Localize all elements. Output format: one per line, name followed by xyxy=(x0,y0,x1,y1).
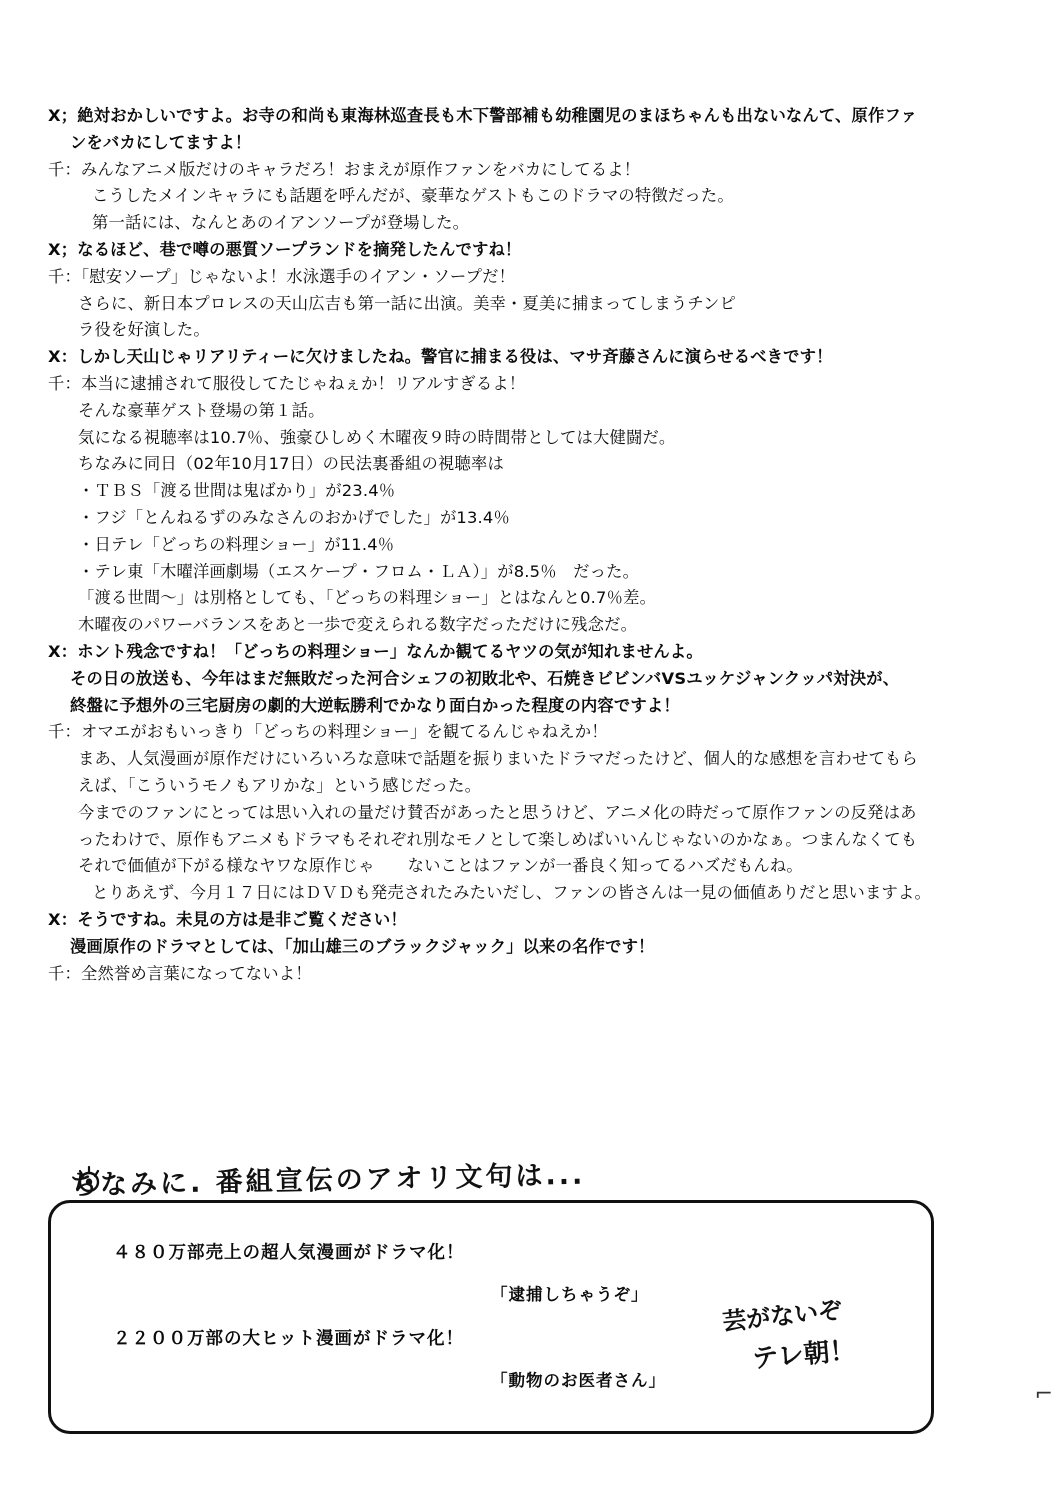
dialogue-line: えば、「こういうモノもアリかな」という感じだった。 xyxy=(78,775,482,795)
dialogue-line: ・フジ「とんねるずのみなさんのおかげでした」が13.4％ xyxy=(78,507,510,527)
dialogue-line: こうしたメインキャラにも話題を呼んだが、豪華なゲストもこのドラマの特徴だった。 xyxy=(92,186,734,206)
dialogue-line: 千：オマエがおもいっきり「どっちの料理ショー」を観てるんじゃねえか！ xyxy=(48,722,608,742)
dialogue-line: 「渡る世間〜」は別格としても、「どっちの料理ショー」とはなんと0.7％差。 xyxy=(78,588,657,608)
dialogue-line: X：そうですね。未見の方は是非ご覧ください！ xyxy=(48,909,407,929)
dialogue-line: 第一話には、なんとあのイアンソープが登場した。 xyxy=(92,213,470,233)
dialogue-line: ラ役を好演した。 xyxy=(78,320,210,340)
dialogue-line: そんな豪華ゲスト登場の第１話。 xyxy=(78,400,325,420)
promo-line-main-1: ４８０万部売上の超人気漫画がドラマ化！ xyxy=(113,1243,465,1263)
dialogue-line: X：ホント残念ですね！「どっちの料理ショー」なんか観てるヤツの気が知れませんよ。 xyxy=(48,641,703,661)
dialogue-line: ちなみに同日（02年10月17日）の民法裏番組の視聴率は xyxy=(78,454,504,474)
dialogue-line: X：しかし天山じゃリアリティーに欠けましたね。警官に捕まる役は、マサ斉藤さんに演らせるべきです！ xyxy=(48,347,833,367)
dialogue-line: まあ、人気漫画が原作だけにいろいろな意味で話題を振りまいたドラマだったけど、個人的な感想を言わせてもら xyxy=(78,749,918,769)
handwritten-caption: ちなみに. 番組宣伝のアオリ文句は... xyxy=(69,1159,586,1202)
dialogue-line: 木曜夜のパワーバランスをあと一歩で変えられる数字だっただけに残念だ。 xyxy=(78,615,638,635)
dialogue-line: ったわけで、原作もアニメもドラマもそれぞれ別なモノとして楽しめばいいんじゃないのかなぁ。つまんなくても xyxy=(78,829,918,849)
dialogue-line: 千：みんなアニメ版だけのキャラだろ！おまえが原作ファンをバカにしてるよ！ xyxy=(48,159,641,179)
promo-line-sub-1: 「逮捕しちゃうぞ」 xyxy=(491,1285,649,1304)
dialogue-line: 気になる視聴率は10.7％、強豪ひしめく木曜夜９時の時間帯としては大健闘だ。 xyxy=(78,427,676,447)
dialogue-line: 千：全然誉め言葉になってないよ！ xyxy=(48,963,312,983)
promo-line-sub-2: 「動物のお医者さん」 xyxy=(491,1371,666,1390)
dialogue-line: X；なるほど、巷で噂の悪質ソープランドを摘発したんですね！ xyxy=(48,239,522,259)
dialogue-line: ・ＴＢＳ「渡る世間は鬼ばかり」が23.4％ xyxy=(78,481,396,501)
dialogue-line: とりあえず、今月１７日にはＤＶＤも発売されたみたいだし、ファンの皆さんは一見の価値ありだと思いますよ。 xyxy=(92,883,931,903)
dialogue-line: ンをバカにしてますよ！ xyxy=(70,132,252,152)
dialogue-line: その日の放送も、今年はまだ無敗だった河合シェフの初敗北や、石焼きビビンバVSユッケジャンクッパ対決が、 xyxy=(70,668,900,688)
dialogue-line: 終盤に予想外の三宅厨房の劇的大逆転勝利でかなり面白かった程度の内容ですよ！ xyxy=(70,695,680,715)
page-corner-mark: ⌐ xyxy=(1034,1382,1053,1407)
handwritten-scribble-2: テレ朝！ xyxy=(751,1335,857,1375)
dialogue-line: さらに、新日本プロレスの天山広吉も第一話に出演。美幸・夏美に捕まってしまうチンピ xyxy=(78,293,736,313)
dialogue-block xyxy=(48,108,1010,992)
dialogue-line: それで価値が下がる様なヤワな原作じゃ ないことはファンが一番良く知ってるハズだもんね。 xyxy=(78,856,803,876)
dialogue-line: ・テレ東「木曜洋画劇場（エスケープ・フロム・ＬＡ）」が8.5％ だった。 xyxy=(78,561,640,581)
dialogue-line: 今までのファンにとっては思い入れの量だけ賛否があったと思うけど、アニメ化の時だって原作ファンの反発はあ xyxy=(78,802,917,822)
dialogue-line: 千：本当に逮捕されて服役してたじゃねぇか！リアルすぎるよ！ xyxy=(48,373,526,393)
dialogue-line: 漫画原作のドラマとしては、「加山雄三のブラックジャック」以来の名作です！ xyxy=(70,936,655,956)
dialogue-line: X；絶対おかしいですよ。お寺の和尚も東海林巡査長も木下警部補も幼稚園児のまほちゃんも出ないなんて、原作ファ xyxy=(48,106,918,125)
handwritten-scribble-1: 芸がないぞ xyxy=(721,1295,844,1337)
dialogue-line: ・日テレ「どっちの料理ショー」が11.4％ xyxy=(78,534,395,554)
dialogue-line: 千：「慰安ソープ」じゃないよ！水泳選手のイアン・ソープだ！ xyxy=(48,266,516,286)
promo-line-main-2: ２２００万部の大ヒット漫画がドラマ化！ xyxy=(113,1329,464,1349)
